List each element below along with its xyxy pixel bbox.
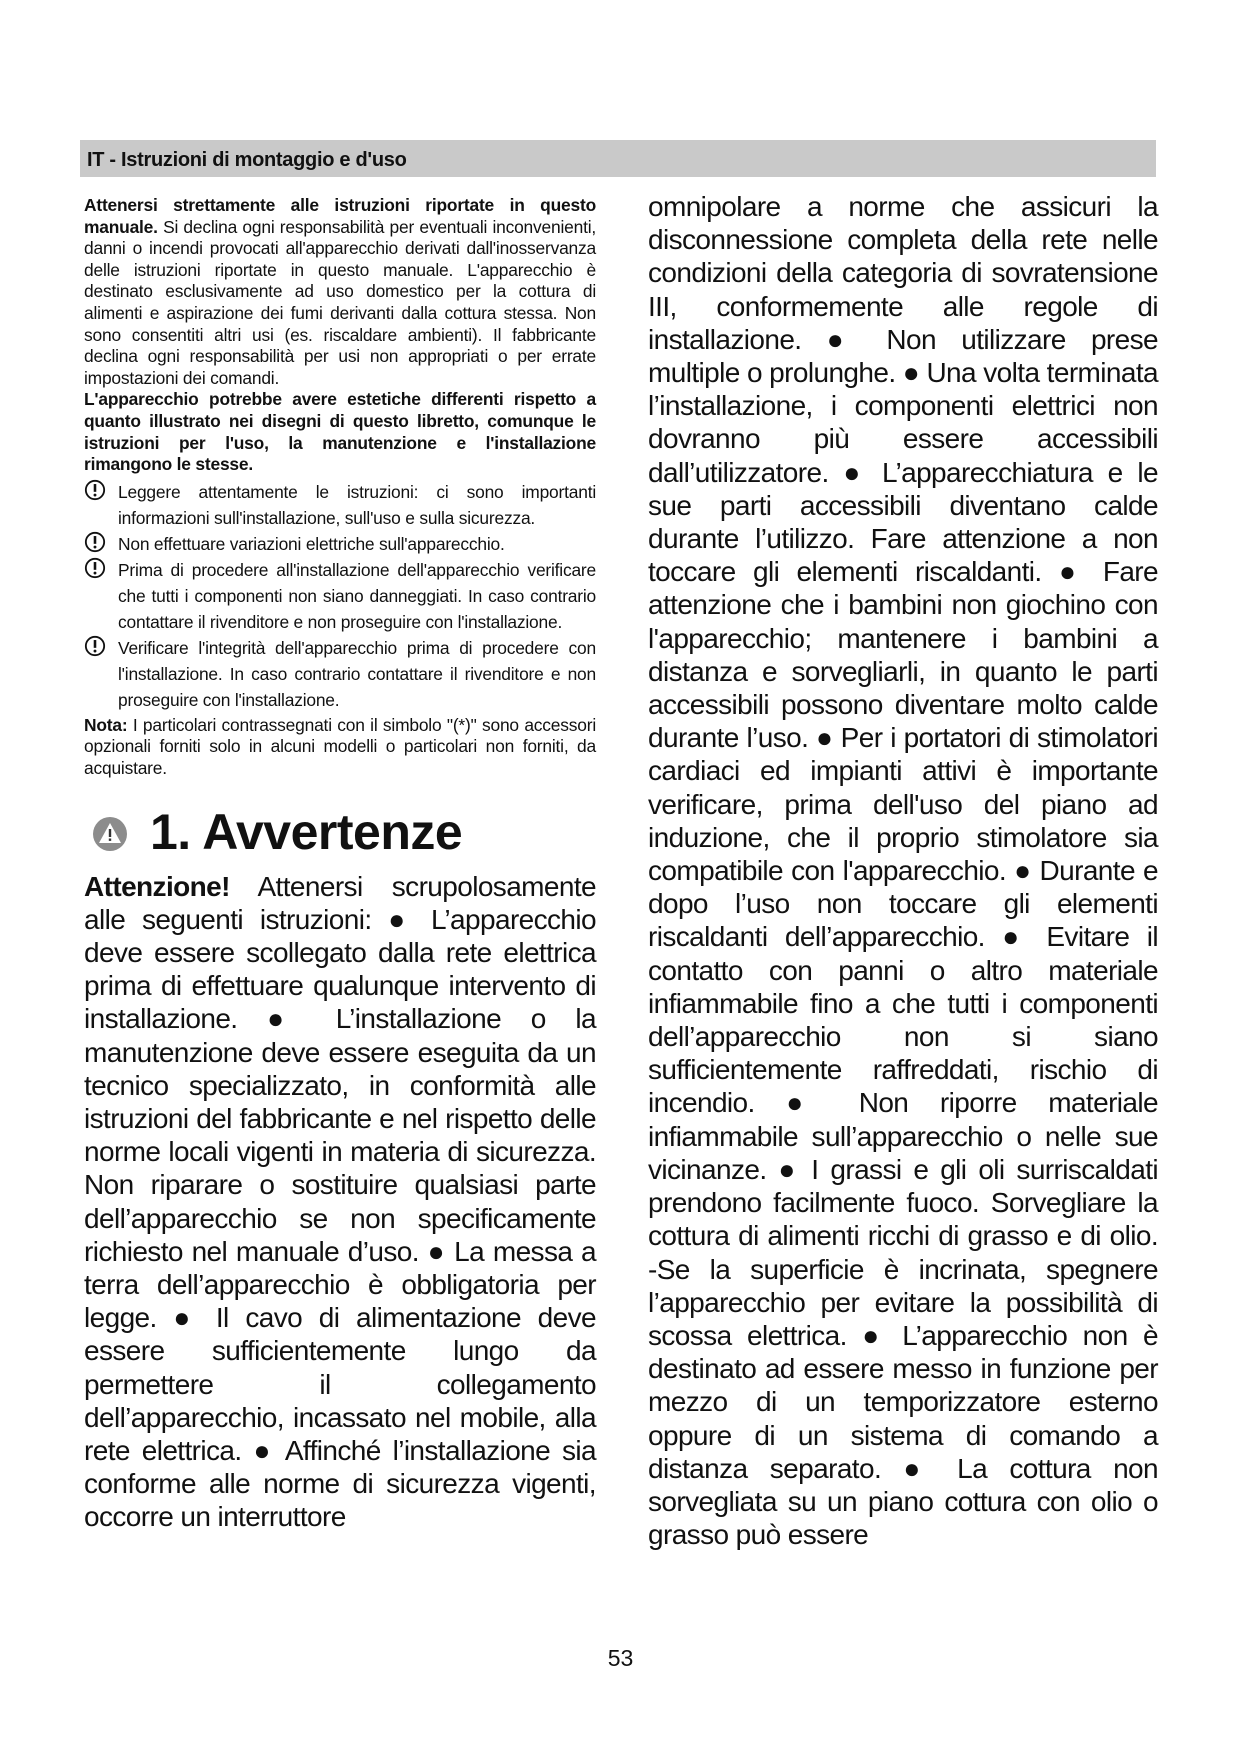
- warning-list: [84, 479, 596, 713]
- section-heading: [84, 802, 596, 862]
- warnings-body-right: omnipolare a norme che assicuri la disconnessione completa della rete nelle condizioni della categoria di sovratensione III, conformemente alle regole di installazione. ● Non utilizzare prese multiple o prolunghe. ● Una volta terminata l’installazione, i componenti elettrici non dovranno più essere accessibili dall’utilizzatore. ● L’apparecchiatura e le sue parti accessibili diventano calde durante l’utilizzo. Fare attenzione a non toccare gli elementi riscaldanti. ● Fare attenzione che i bambini non giochino con l'apparecchio; mantenere i bambini a distanza e sorvegliarli, in quanto le parti accessibili possono diventare molto calde durante l’uso. ● Per i portatori di stimolatori cardiaci ed impianti attivi è importante verificare, prima dell'uso del piano ad induzione, che il proprio stimolatore sia compatibile con l'apparecchio. ● Durante e dopo l’uso non toccare gli elementi riscaldanti dell’apparecchio. ● Evitare il contatto con panni o altro materiale infiammabile fino a che tutti i componenti dell’apparecchio non si siano sufficientemente raffreddati, rischio di incendio. ● Non riporre materiale infiammabile sull’apparecchio o nelle sue vicinanze. ● I grassi e gli oli surriscaldati prendono facilmente fuoco. Sorvegliare la cottura di alimenti ricchi di grasso e di olio. -Se la superficie è incrinata, spegnere l’apparecchio per evitare la possibilità di scossa elettrica. ● L’apparecchio non è destinato ad essere messo in funzione per mezzo di un temporizzatore esterno oppure di un sistema di comando a distanza separato. ● La cottura non sorvegliata su un piano cottura con olio o grasso può essere: [648, 191, 1158, 1551]
- intro-text: Si declina ogni responsabilità per eventuali inconvenienti, danni o incendi provocati all'apparecchio derivati dall'inosservanza delle istruzioni riportate in questo manuale. L'apparecchio è destinato esclusivamente ad uso domestico per la cottura di alimenti e aspirazione dei fumi derivanti dalla cottura stessa. Non sono consentiti altri usi (es. riscaldare ambienti). Il fabbricante declina ogni responsabilità per usi non appropriati o per errate impostazioni dei comandi.: [84, 216, 596, 388]
- warning-text: Leggere attentamente le istruzioni: ci sono importanti informazioni sull'installazione, sull'uso e sulla sicurezza.: [118, 481, 596, 528]
- warning-item: [84, 531, 596, 557]
- warning-item: [84, 479, 596, 531]
- intro-paragraph: [84, 195, 596, 389]
- page-header-bar: IT - Istruzioni di montaggio e d'uso: [80, 140, 1156, 177]
- info-circle-icon: [84, 531, 106, 553]
- warning-item: [84, 557, 596, 635]
- warning-triangle-icon: [92, 816, 128, 852]
- nota-text: I particolari contrassegnati con il simbolo "(*)" sono accessori opzionali forniti solo in alcuni modelli o particolari non forniti, da acquistare.: [84, 714, 596, 778]
- warning-text: Verificare l'integrità dell'apparecchio prima di procedere con l'installazione. In caso contrario contattare il rivenditore e non proseguire con l'installazione.: [118, 637, 596, 710]
- info-circle-icon: [84, 479, 106, 501]
- warning-item: [84, 635, 596, 713]
- warnings-text-left: Attenersi scrupolosamente alle seguenti istruzioni: ● L’apparecchio deve essere scollegato dalla rete elettrica prima di effettuare qualunque intervento di installazione. ● L’installazione o la manutenzione deve essere eseguita da un tecnico specializzato, in conformità alle istruzioni del fabbricante e nel rispetto delle norme locali vigenti in materia di sicurezza. Non riparare o sostituire qualsiasi parte dell’apparecchio se non specificamente richiesto nel manuale d’uso. ● La messa a terra dell’apparecchio è obbligatoria per legge. ● Il cavo di alimentazione deve essere sufficientemente lungo da permettere il collegamento dell’apparecchio, incassato nel mobile, alla rete elettrica. ● Affinché l’installazione sia conforme alle norme di sicurezza vigenti, occorre un interruttore: [84, 870, 596, 1533]
- intro-design-note: [84, 389, 596, 475]
- warnings-body-left: [84, 870, 596, 1534]
- nota-label: Nota:: [84, 714, 128, 735]
- nota-paragraph: [84, 715, 596, 780]
- section-title: 1. Avvertenze: [150, 803, 463, 860]
- info-circle-icon: [84, 557, 106, 579]
- intro-bold-note: L'apparecchio potrebbe avere estetiche differenti rispetto a quanto illustrato nei disegni di questo libretto, comunque le istruzioni per l'uso, la manutenzione e l'installazione rimangono le stesse.: [84, 389, 596, 475]
- info-circle-icon: [84, 635, 106, 657]
- right-column: [648, 190, 1158, 1551]
- warning-text: Non effettuare variazioni elettriche sull'apparecchio.: [118, 533, 505, 554]
- page-number: 53: [607, 1645, 634, 1671]
- intro-bold-lead: Attenersi strettamente alle istruzioni riportate in questo manuale.: [84, 195, 596, 237]
- warning-text: Prima di procedere all'installazione dell'apparecchio verificare che tutti i componenti non siano danneggiati. In caso contrario contattare il rivenditore e non proseguire con l'installazione.: [118, 559, 596, 632]
- left-column: [84, 195, 596, 1534]
- attention-lead: Attenzione!: [84, 870, 230, 902]
